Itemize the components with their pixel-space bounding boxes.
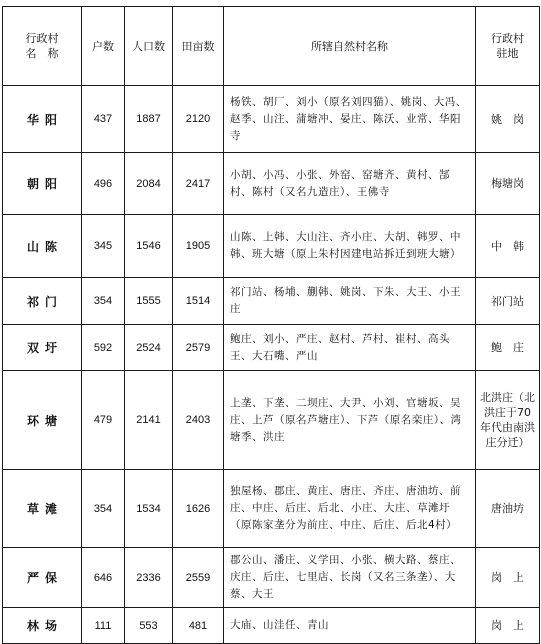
row-name: 祁门 [3,278,82,325]
row-villages: 祁门站、杨埔、蒯韩、姚岗、下朱、大王、小王庄 [224,278,476,325]
table-row [3,548,540,608]
row-villages: 大庙、山洼任、青山 [224,608,476,644]
table-row [3,470,540,548]
header-seat-line1: 行政村 [491,32,524,45]
header-name-line1: 行政村 [25,32,59,45]
table-row [3,325,540,371]
row-seat: 岗 上 [476,548,540,608]
table-row [3,215,540,278]
row-seat: 鲍 庄 [476,325,540,371]
row-name: 朝阳 [3,153,82,215]
row-seat: 姚 岗 [476,86,540,153]
row-households: 437 [82,86,125,153]
row-seat: 梅塘岗 [476,153,540,215]
table-row [3,278,540,325]
row-villages: 小胡、小冯、小张、外窑、窑塘齐、黄村、郜村、陈村（又名九造庄）、王佛寺 [224,153,476,215]
row-name: 草滩 [3,470,82,548]
row-households: 111 [82,608,125,644]
row-villages: 上垄、下垄、二坝庄、大尹、小刘、官塘坂、吴庄、上芦（原名芦塘庄）、下芦（原名栾庄）、湾塘季、洪庄 [224,371,476,470]
table-row [3,86,540,153]
row-households: 496 [82,153,125,215]
header-name-line2: 名 称 [25,47,59,60]
row-population: 1887 [125,86,173,153]
row-seat: 岗 上 [476,608,540,644]
row-households: 646 [82,548,125,608]
row-seat: 中 韩 [476,215,540,278]
row-farmland: 2417 [173,153,224,215]
row-villages: 杨铁、胡厂、刘小（原名刘四猫）、姚岗、大冯、赵季、山注、蒲塘冲、晏庄、陈沃、业常、华阳寺 [224,86,476,153]
row-population: 2336 [125,548,173,608]
row-population: 1555 [125,278,173,325]
row-farmland: 1626 [173,470,224,548]
row-households: 354 [82,278,125,325]
row-households: 345 [82,215,125,278]
row-population: 2084 [125,153,173,215]
village-table [2,6,540,644]
table-row [3,153,540,215]
row-farmland: 2579 [173,325,224,371]
row-name: 林场 [3,608,82,644]
row-farmland: 2403 [173,371,224,470]
row-name: 严保 [3,548,82,608]
row-seat: 唐油坊 [476,470,540,548]
header-population: 人口数 [125,7,173,86]
header-seat [476,7,540,86]
row-farmland: 481 [173,608,224,644]
row-population: 553 [125,608,173,644]
header-name [3,7,82,86]
row-villages: 鲍庄、刘小、严庄、赵村、芦村、崔村、高头王、大石嘴、严山 [224,325,476,371]
row-population: 1534 [125,470,173,548]
table-row [3,608,540,644]
header-seat-line2: 驻地 [496,47,519,60]
row-name: 双圩 [3,325,82,371]
row-name: 山陈 [3,215,82,278]
row-households: 479 [82,371,125,470]
row-households: 592 [82,325,125,371]
header-households: 户数 [82,7,125,86]
row-population: 1546 [125,215,173,278]
row-villages: 独屋杨、郡庄、黄庄、唐庄、齐庄、唐油坊、前庄、中庄、后庄、后北、小庄、大庄、草滩圩（原陈家垄分为前庄、中庄、后庄、后北4村） [224,470,476,548]
row-seat: 北洪庄（北洪庄于70年代由南洪庄分迁） [476,371,540,470]
row-farmland: 1514 [173,278,224,325]
row-households: 354 [82,470,125,548]
row-farmland: 1905 [173,215,224,278]
row-population: 2524 [125,325,173,371]
row-seat: 祁门站 [476,278,540,325]
row-farmland: 2120 [173,86,224,153]
row-name: 环塘 [3,371,82,470]
table-row [3,371,540,470]
row-farmland: 2559 [173,548,224,608]
header-villages: 所辖自然村名称 [224,7,476,86]
row-villages: 山陈、上韩、大山注、齐小庄、大胡、韩罗、中韩、班大塘（原上朱村因建电站拆迁到班大塘） [224,215,476,278]
row-population: 2141 [125,371,173,470]
header-farmland: 田亩数 [173,7,224,86]
table-header-row [3,7,540,86]
row-villages: 郡公山、潘庄、义学田、小张、横大路、蔡庄、庆庄、后庄、七里店、长岗（又名三条垄）、大蔡、大王 [224,548,476,608]
row-name: 华阳 [3,86,82,153]
